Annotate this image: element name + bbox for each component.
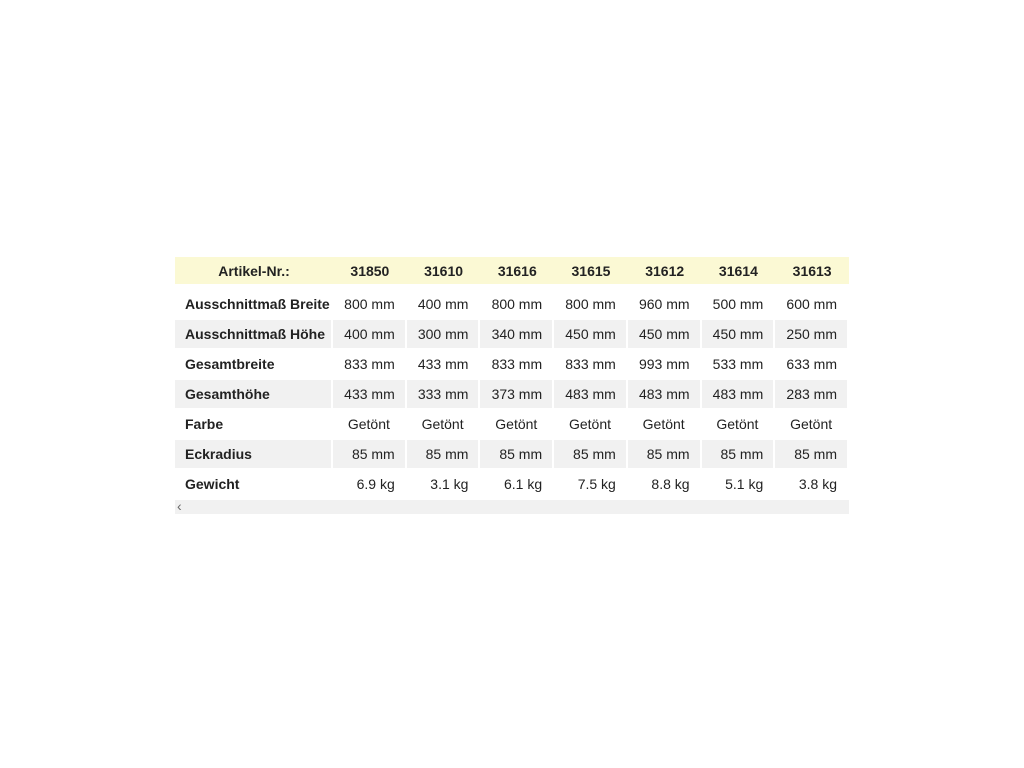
chevron-left-icon[interactable]: ‹ bbox=[177, 498, 182, 514]
table-cell: 85 mm bbox=[333, 440, 407, 470]
table-cell: 400 mm bbox=[333, 320, 407, 350]
table-cell: 960 mm bbox=[628, 290, 702, 320]
header-label: Artikel-Nr.: bbox=[218, 262, 290, 279]
table-cell: 800 mm bbox=[480, 290, 554, 320]
table-cell: 483 mm bbox=[702, 380, 776, 410]
horizontal-scrollbar[interactable] bbox=[175, 500, 849, 514]
table-cell: Getönt bbox=[775, 410, 849, 440]
table-cell: Getönt bbox=[480, 410, 554, 440]
table-cell: 340 mm bbox=[480, 320, 554, 350]
table-cell: 333 mm bbox=[407, 380, 481, 410]
table-cell: 633 mm bbox=[775, 350, 849, 380]
table-cell: 450 mm bbox=[554, 320, 628, 350]
article-number: 31612 bbox=[645, 262, 685, 279]
table-cell: 6.1 kg bbox=[480, 470, 554, 500]
table-cell: 433 mm bbox=[407, 350, 481, 380]
table-cell: 400 mm bbox=[407, 290, 481, 320]
article-number: 31616 bbox=[497, 262, 537, 279]
table-header-row bbox=[175, 257, 849, 284]
table-cell: 450 mm bbox=[628, 320, 702, 350]
table-cell: 283 mm bbox=[775, 380, 849, 410]
table-cell: 600 mm bbox=[775, 290, 849, 320]
table-cell: 450 mm bbox=[702, 320, 776, 350]
table-cell: 3.8 kg bbox=[775, 470, 849, 500]
table-cell: 483 mm bbox=[628, 380, 702, 410]
row-label: Ausschnittmaß Breite bbox=[175, 290, 333, 320]
table-cell: 833 mm bbox=[554, 350, 628, 380]
table-cell: 300 mm bbox=[407, 320, 481, 350]
table-cell: 5.1 kg bbox=[702, 470, 776, 500]
table-cell: 85 mm bbox=[480, 440, 554, 470]
table-cell: 833 mm bbox=[480, 350, 554, 380]
table-cell: 3.1 kg bbox=[407, 470, 481, 500]
table-cell: 433 mm bbox=[333, 380, 407, 410]
table-row bbox=[175, 440, 849, 470]
table-cell: 6.9 kg bbox=[333, 470, 407, 500]
article-number: 31613 bbox=[792, 262, 832, 279]
table-cell: 85 mm bbox=[702, 440, 776, 470]
article-number: 31610 bbox=[424, 262, 464, 279]
spec-table-container bbox=[175, 257, 849, 514]
table-cell: 250 mm bbox=[775, 320, 849, 350]
table-cell: 85 mm bbox=[407, 440, 481, 470]
table-cell: Getönt bbox=[628, 410, 702, 440]
table-cell: 85 mm bbox=[554, 440, 628, 470]
table-cell: Getönt bbox=[702, 410, 776, 440]
table-row bbox=[175, 380, 849, 410]
table-row bbox=[175, 410, 849, 440]
row-label: Gesamtbreite bbox=[175, 350, 333, 380]
table-cell: 85 mm bbox=[628, 440, 702, 470]
table-cell: Getönt bbox=[554, 410, 628, 440]
table-row bbox=[175, 320, 849, 350]
row-label: Ausschnittmaß Höhe bbox=[175, 320, 333, 350]
table-cell: 833 mm bbox=[333, 350, 407, 380]
table-cell: Getönt bbox=[407, 410, 481, 440]
table-cell: 373 mm bbox=[480, 380, 554, 410]
table-cell: 85 mm bbox=[775, 440, 849, 470]
table-cell: 533 mm bbox=[702, 350, 776, 380]
table-cell: 800 mm bbox=[333, 290, 407, 320]
spec-table bbox=[175, 257, 849, 500]
row-label: Farbe bbox=[175, 410, 333, 440]
article-number: 31850 bbox=[350, 262, 390, 279]
table-cell: Getönt bbox=[333, 410, 407, 440]
table-row bbox=[175, 350, 849, 380]
row-label: Gesamthöhe bbox=[175, 380, 333, 410]
table-cell: 7.5 kg bbox=[554, 470, 628, 500]
article-number: 31614 bbox=[718, 262, 758, 279]
row-label: Gewicht bbox=[175, 470, 333, 500]
table-row bbox=[175, 290, 849, 320]
article-number: 31615 bbox=[571, 262, 611, 279]
table-cell: 500 mm bbox=[702, 290, 776, 320]
table-cell: 483 mm bbox=[554, 380, 628, 410]
table-cell: 8.8 kg bbox=[628, 470, 702, 500]
table-row bbox=[175, 470, 849, 500]
row-label: Eckradius bbox=[175, 440, 333, 470]
table-cell: 993 mm bbox=[628, 350, 702, 380]
table-cell: 800 mm bbox=[554, 290, 628, 320]
